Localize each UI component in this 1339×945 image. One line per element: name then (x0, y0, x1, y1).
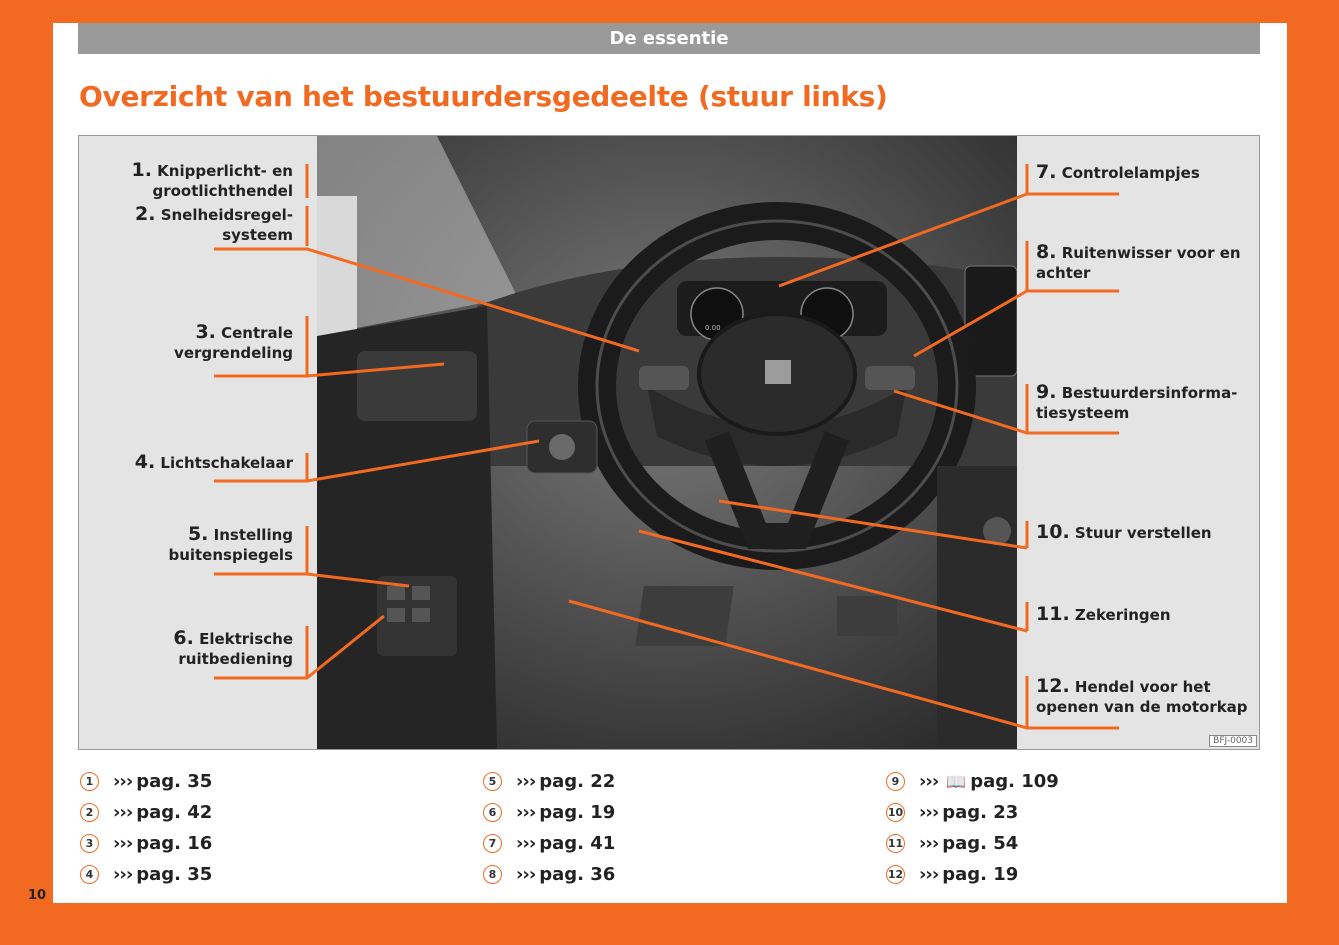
reference-page: pag. 16 (136, 832, 213, 854)
callout-7-number: 7. (1036, 161, 1057, 183)
reference-number: 1 (80, 772, 99, 791)
callout-5 (168, 524, 293, 565)
callout-4-line1: Lichtschakelaar (160, 454, 293, 472)
reference-page: pag. 35 (136, 770, 213, 792)
callout-10-number: 10. (1036, 521, 1070, 543)
callout-7 (1036, 162, 1200, 183)
reference-item[interactable] (483, 797, 615, 828)
reference-arrow: ››› (516, 801, 536, 823)
callout-12-line2: openen van de motorkap (1036, 698, 1248, 716)
reference-arrow: ››› (516, 832, 536, 854)
reference-number: 6 (483, 803, 502, 822)
reference-number: 8 (483, 865, 502, 884)
callout-7-line1: Controlelampjes (1061, 164, 1200, 182)
reference-item[interactable] (886, 766, 1059, 797)
reference-item[interactable] (886, 859, 1059, 890)
callout-3-line2: vergrendeling (174, 344, 293, 362)
reference-arrow: ››› (919, 801, 939, 823)
callout-5-line1: Instelling (213, 526, 293, 544)
reference-column-2 (483, 766, 615, 890)
reference-page: pag. 109 (970, 770, 1059, 792)
reference-number: 11 (886, 834, 905, 853)
reference-page: pag. 19 (942, 863, 1019, 885)
callout-3-line1: Centrale (221, 324, 293, 342)
callout-4 (135, 452, 293, 473)
reference-item[interactable] (80, 766, 212, 797)
reference-number: 4 (80, 865, 99, 884)
callout-3-number: 3. (195, 321, 216, 343)
reference-page: pag. 41 (539, 832, 616, 854)
cockpit-figure (78, 135, 1260, 750)
reference-column-1 (80, 766, 212, 890)
reference-number: 9 (886, 772, 905, 791)
section-header: De essentie (78, 23, 1260, 54)
callout-10-line1: Stuur verstellen (1074, 524, 1212, 542)
reference-item[interactable] (483, 859, 615, 890)
callout-11-line1: Zekeringen (1074, 606, 1171, 624)
reference-arrow: ››› (516, 863, 536, 885)
callout-1-number: 1. (131, 159, 152, 181)
reference-arrow: ››› (113, 832, 133, 854)
reference-arrow: ››› (113, 801, 133, 823)
callout-8-line1: Ruitenwisser voor en (1061, 244, 1241, 262)
reference-item[interactable] (80, 797, 212, 828)
callout-1-line2: grootlichthendel (152, 182, 293, 200)
callout-4-number: 4. (134, 451, 156, 473)
reference-number: 7 (483, 834, 502, 853)
callout-8-number: 8. (1036, 241, 1057, 263)
reference-item[interactable] (483, 766, 615, 797)
callout-6 (173, 628, 293, 669)
callout-11-number: 11. (1036, 603, 1070, 625)
reference-arrow: ››› (919, 770, 939, 792)
callout-6-line2: ruitbediening (178, 650, 293, 668)
reference-arrow: ››› (919, 832, 939, 854)
reference-arrow: ››› (113, 863, 133, 885)
reference-page: pag. 22 (539, 770, 616, 792)
callout-3 (174, 322, 293, 363)
callout-2-line1: Snelheidsregel- (160, 206, 293, 224)
callout-9 (1036, 382, 1237, 423)
callout-9-line1: Bestuurdersinforma- (1061, 384, 1238, 402)
callout-1-line1: Knipperlicht- en (157, 162, 293, 180)
reference-arrow: ››› (516, 770, 536, 792)
callout-12-number: 12. (1036, 675, 1070, 697)
manual-book-icon: 📖 (946, 771, 967, 791)
callout-12 (1036, 676, 1248, 717)
callout-11 (1036, 604, 1171, 625)
reference-page: pag. 42 (136, 801, 213, 823)
callout-6-number: 6. (173, 627, 194, 649)
callout-10 (1036, 522, 1212, 543)
callout-5-line2: buitenspiegels (168, 546, 293, 564)
reference-page: pag. 36 (539, 863, 616, 885)
reference-page: pag. 54 (942, 832, 1019, 854)
reference-page: pag. 35 (136, 863, 213, 885)
callout-8 (1036, 242, 1241, 283)
reference-item[interactable] (483, 828, 615, 859)
reference-item[interactable] (886, 828, 1059, 859)
reference-page: pag. 23 (942, 801, 1019, 823)
callout-2 (135, 204, 293, 245)
reference-arrow: ››› (919, 863, 939, 885)
reference-item[interactable] (80, 828, 212, 859)
reference-arrow: ››› (113, 770, 133, 792)
callout-9-line2: tiesysteem (1036, 404, 1130, 422)
page-title: Overzicht van het bestuurdersgedeelte (stuur links) (79, 80, 888, 113)
callout-2-number: 2. (135, 203, 156, 225)
reference-number: 12 (886, 865, 905, 884)
reference-page: pag. 19 (539, 801, 616, 823)
reference-item[interactable] (886, 797, 1059, 828)
callout-5-number: 5. (187, 523, 209, 545)
reference-number: 10 (886, 803, 905, 822)
page-number: 10 (28, 888, 47, 903)
callout-6-line1: Elektrische (199, 630, 293, 648)
figure-code: BFJ-0003 (1209, 735, 1257, 747)
reference-number: 3 (80, 834, 99, 853)
callout-9-number: 9. (1036, 381, 1057, 403)
callout-8-line2: achter (1036, 264, 1091, 282)
callout-12-line1: Hendel voor het (1074, 678, 1211, 696)
reference-column-3 (886, 766, 1059, 890)
reference-number: 2 (80, 803, 99, 822)
callout-2-line2: systeem (222, 226, 293, 244)
dash-left-readout: 0.00 (705, 324, 721, 332)
reference-number: 5 (483, 772, 502, 791)
callout-1 (131, 160, 293, 201)
reference-item[interactable] (80, 859, 212, 890)
